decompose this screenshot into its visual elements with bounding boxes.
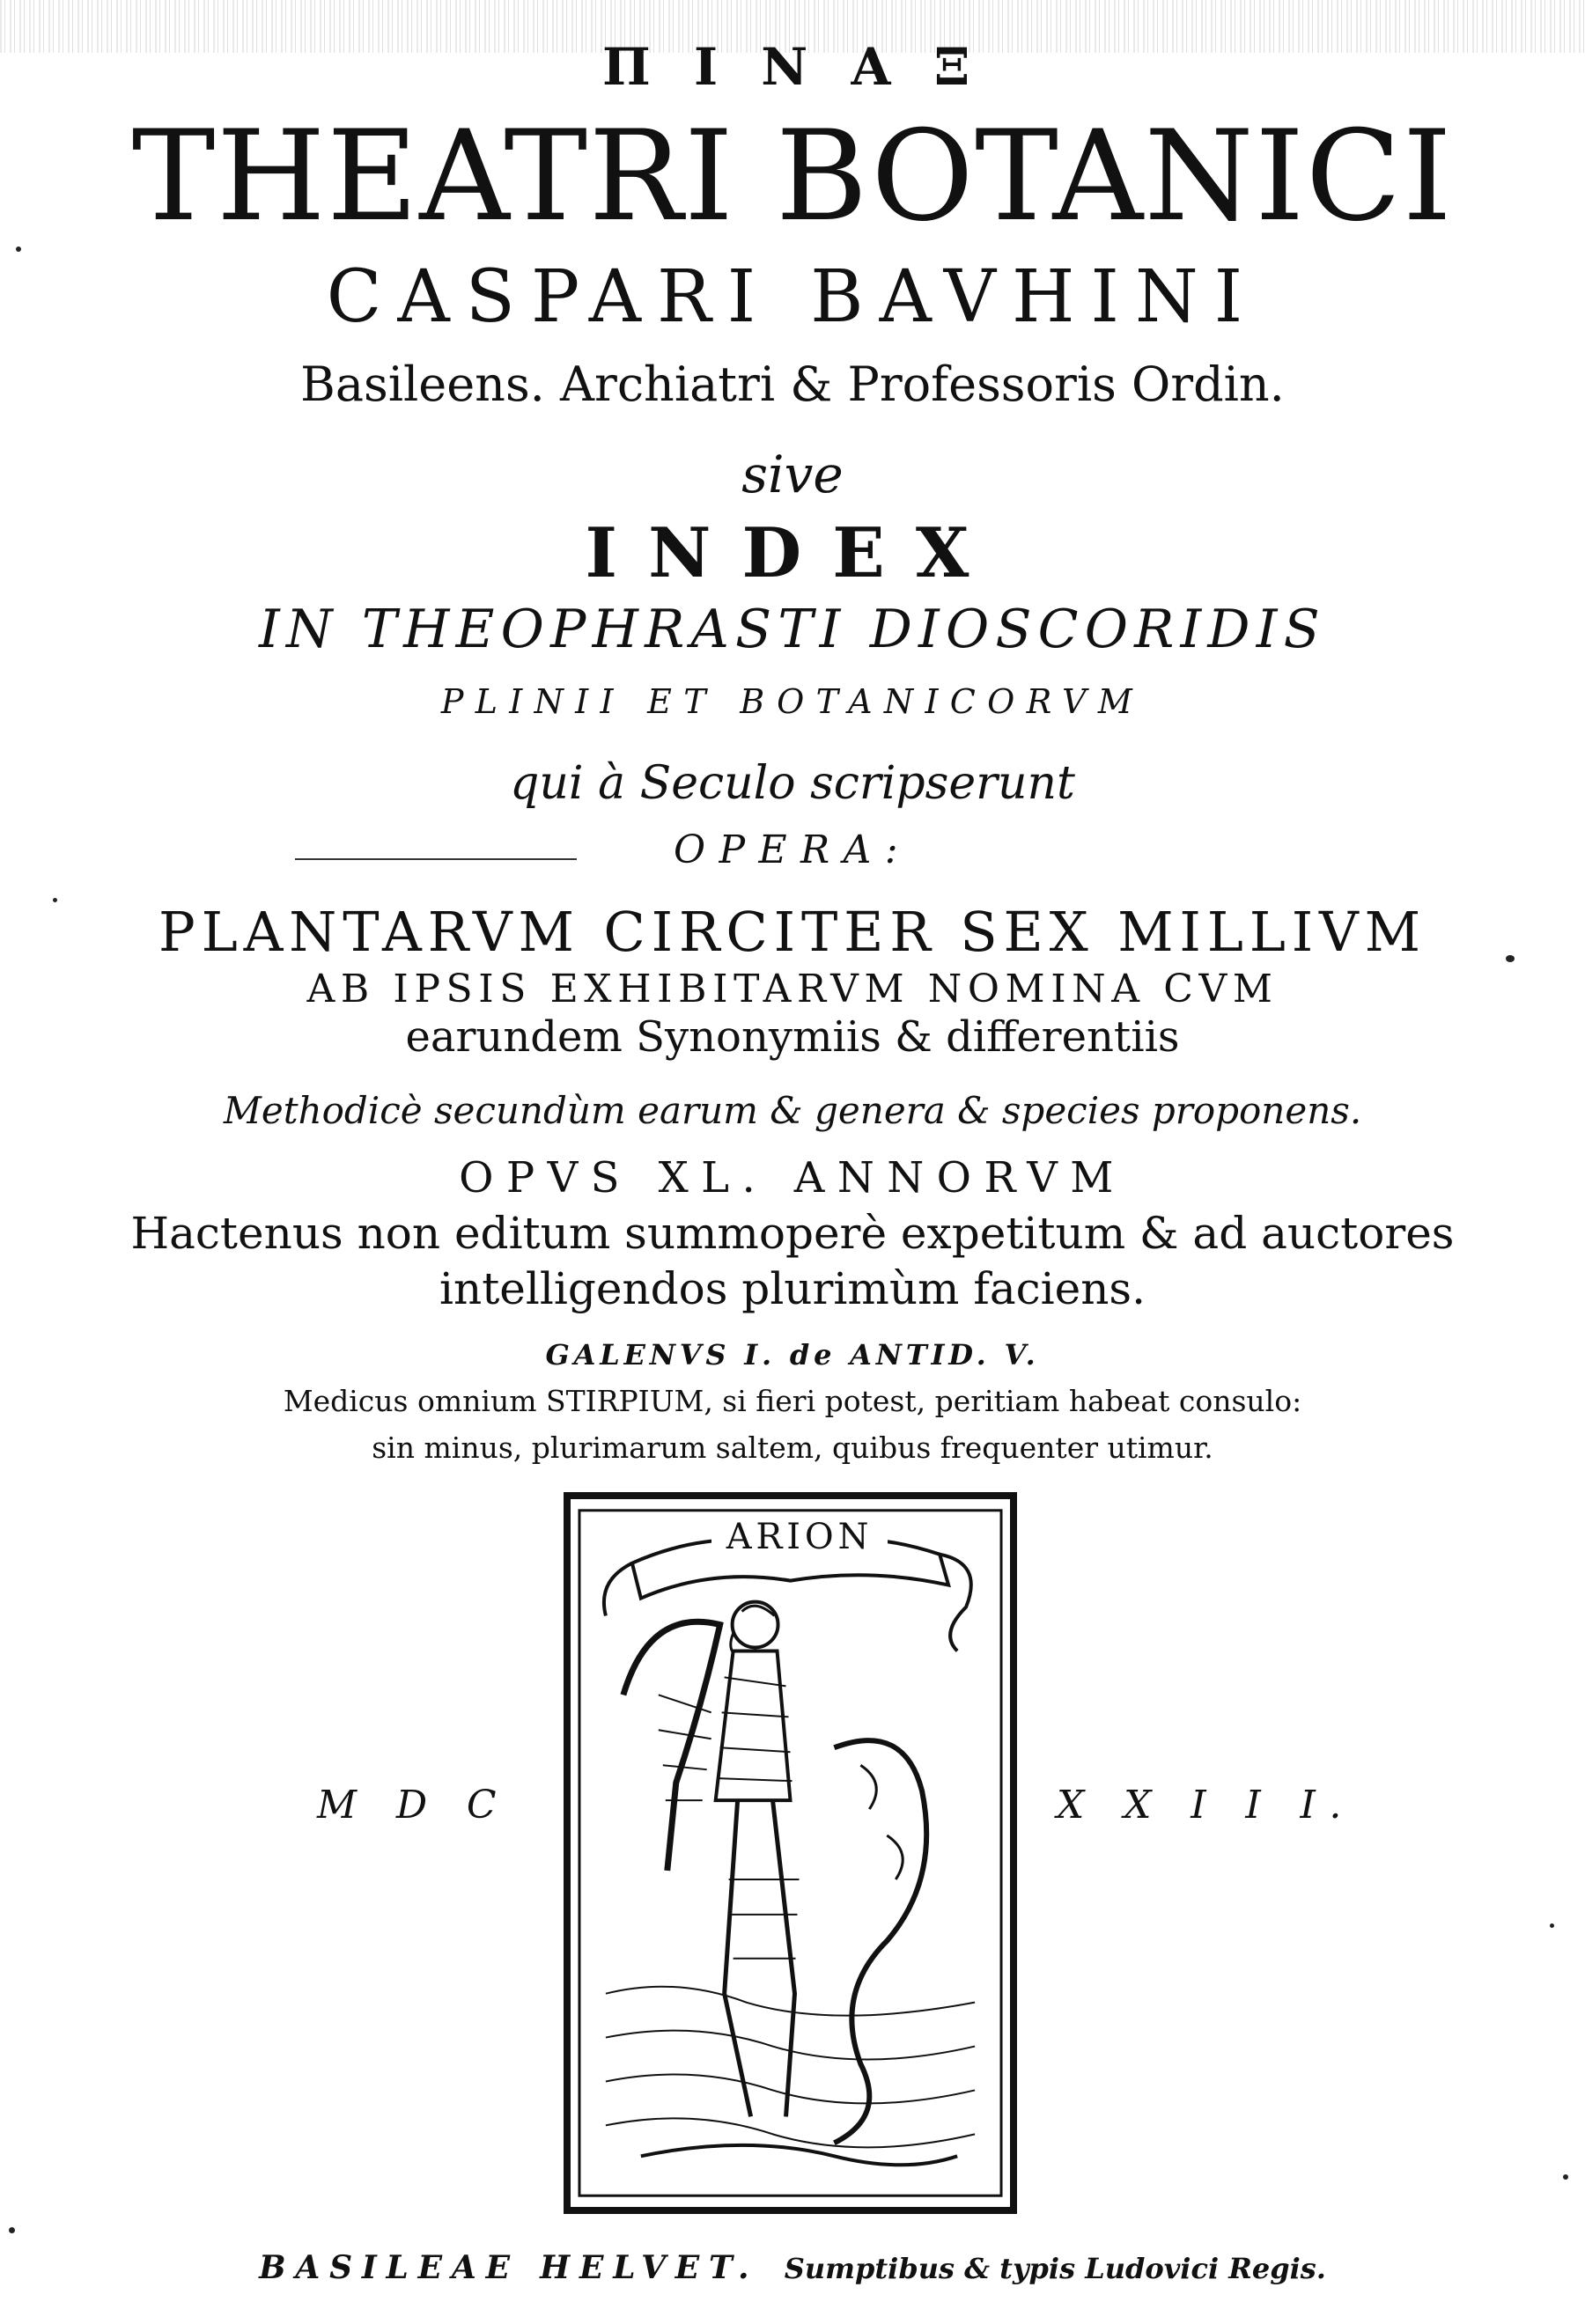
- speck: [16, 246, 21, 252]
- pinax-heading: Π Ι Ν Α Ξ: [602, 37, 983, 97]
- quote-line-1: Medicus omnium STIRPIUM, si fieri potest, peritiam habeat consulo:: [283, 1384, 1302, 1418]
- author-titles: Basileens. Archiatri & Professoris Ordin.: [300, 357, 1285, 412]
- printer-device-woodcut: [564, 1492, 1017, 2214]
- speck: [9, 2227, 15, 2233]
- speck: [1506, 955, 1515, 962]
- galenus-line: GALENVS I. de ANTID. V.: [545, 1338, 1040, 1372]
- imprint-printer: Sumptibus & typis Ludovici Regis.: [784, 2252, 1326, 2285]
- qui-a-seculo-line: qui à Seculo scripserunt: [510, 757, 1075, 810]
- methodice-line: Methodicè secundùm earum & genera & species proponens.: [223, 1089, 1362, 1132]
- sive-word: sive: [741, 445, 844, 504]
- speck: [53, 898, 57, 902]
- arion-harp-dolphin-woodcut-icon: [571, 1499, 1010, 2207]
- woodcut-banner-text: ARION: [711, 1517, 888, 1557]
- intelligendos-line: intelligendos plurimùm faciens.: [439, 1263, 1146, 1314]
- earundem-line: earundem Synonymiis & differentiis: [405, 1012, 1180, 1062]
- date-left: M D C: [317, 1783, 510, 1828]
- speck: [1550, 1923, 1554, 1928]
- hactenus-line: Hactenus non editum summoperè expetitum & ad auctores: [130, 1208, 1455, 1259]
- plinii-line: PLINII ET BOTANICORVM: [440, 682, 1145, 721]
- imprint-line: [0, 2249, 1585, 2286]
- theatri-botanici-title: THEATRI BOTANICI: [131, 104, 1454, 249]
- opera-line: OPERA:: [674, 827, 911, 872]
- opus-line: OPVS XL. ANNORVM: [459, 1153, 1126, 1202]
- ab-ipsis-line: AB IPSIS EXHIBITARVM NOMINA CVM: [306, 967, 1279, 1011]
- index-heading: INDEX: [585, 513, 1000, 593]
- quote-line-2: sin minus, plurimarum saltem, quibus frequenter utimur.: [372, 1430, 1213, 1465]
- plantarum-line: PLANTARVM CIRCITER SEX MILLIVM: [158, 900, 1426, 964]
- imprint-place: BASILEAE HELVET.: [259, 2249, 759, 2286]
- in-theophrasti-line: IN THEOPHRASTI DIOSCORIDIS: [259, 599, 1326, 660]
- date-right: X X I I I.: [1057, 1783, 1355, 1828]
- author-name: CASPARI BAVHINI: [326, 255, 1259, 339]
- speck: [1563, 2174, 1568, 2180]
